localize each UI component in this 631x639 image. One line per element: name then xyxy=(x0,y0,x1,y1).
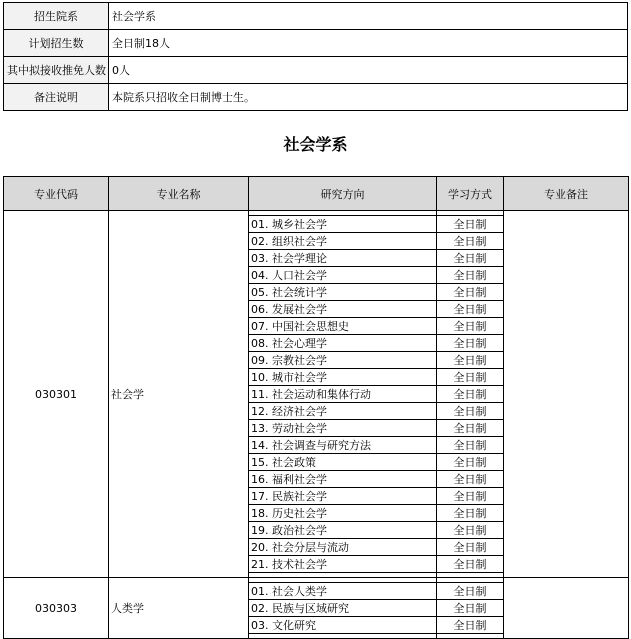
research-direction: 11. 社会运动和集体行动 xyxy=(249,386,437,403)
header-code: 专业代码 xyxy=(4,177,109,211)
header-direction: 研究方向 xyxy=(249,177,437,211)
info-value: 0人 xyxy=(109,57,628,84)
info-label: 招生院系 xyxy=(4,3,109,30)
program-code: 030301 xyxy=(4,211,109,578)
research-direction: 14. 社会调查与研究方法 xyxy=(249,437,437,454)
research-direction: 13. 劳动社会学 xyxy=(249,420,437,437)
study-mode: 全日制 xyxy=(437,583,504,600)
research-direction: 18. 历史社会学 xyxy=(249,505,437,522)
info-label: 计划招生数 xyxy=(4,30,109,57)
research-direction: 06. 发展社会学 xyxy=(249,301,437,318)
study-mode: 全日制 xyxy=(437,233,504,250)
study-mode: 全日制 xyxy=(437,454,504,471)
program-name: 社会学 xyxy=(109,211,249,578)
research-direction: 02. 组织社会学 xyxy=(249,233,437,250)
study-mode: 全日制 xyxy=(437,267,504,284)
research-direction: 16. 福利社会学 xyxy=(249,471,437,488)
study-mode: 全日制 xyxy=(437,420,504,437)
research-direction: 03. 文化研究 xyxy=(249,617,437,634)
info-value: 全日制18人 xyxy=(109,30,628,57)
admission-info-body xyxy=(4,3,628,111)
info-row xyxy=(4,57,628,84)
research-direction: 10. 城市社会学 xyxy=(249,369,437,386)
program-code: 030303 xyxy=(4,578,109,639)
research-direction: 20. 社会分层与流动 xyxy=(249,539,437,556)
study-mode: 全日制 xyxy=(437,403,504,420)
research-direction: 05. 社会统计学 xyxy=(249,284,437,301)
study-mode: 全日制 xyxy=(437,250,504,267)
study-mode: 全日制 xyxy=(437,617,504,634)
program-note xyxy=(504,211,629,578)
info-label: 其中拟接收推免人数 xyxy=(4,57,109,84)
study-mode: 全日制 xyxy=(437,488,504,505)
program-table-body xyxy=(4,211,629,639)
research-direction: 12. 经济社会学 xyxy=(249,403,437,420)
research-direction: 01. 社会人类学 xyxy=(249,583,437,600)
info-value: 社会学系 xyxy=(109,3,628,30)
study-mode: 全日制 xyxy=(437,369,504,386)
study-mode: 全日制 xyxy=(437,216,504,233)
study-mode: 全日制 xyxy=(437,318,504,335)
program-name: 人类学 xyxy=(109,578,249,639)
study-mode: 全日制 xyxy=(437,505,504,522)
study-mode: 全日制 xyxy=(437,284,504,301)
research-direction: 09. 宗教社会学 xyxy=(249,352,437,369)
info-row xyxy=(4,30,628,57)
study-mode: 全日制 xyxy=(437,386,504,403)
program-table-header-row xyxy=(4,177,629,211)
research-direction: 08. 社会心理学 xyxy=(249,335,437,352)
research-direction: 21. 技术社会学 xyxy=(249,556,437,573)
research-direction: 03. 社会学理论 xyxy=(249,250,437,267)
study-mode: 全日制 xyxy=(437,522,504,539)
header-mode: 学习方式 xyxy=(437,177,504,211)
admission-info-table xyxy=(3,2,628,111)
research-direction: 02. 民族与区域研究 xyxy=(249,600,437,617)
research-direction: 07. 中国社会思想史 xyxy=(249,318,437,335)
study-mode: 全日制 xyxy=(437,335,504,352)
study-mode: 全日制 xyxy=(437,301,504,318)
research-direction: 17. 民族社会学 xyxy=(249,488,437,505)
research-direction: 01. 城乡社会学 xyxy=(249,216,437,233)
program-note xyxy=(504,578,629,639)
study-mode: 全日制 xyxy=(437,352,504,369)
info-value: 本院系只招收全日制博士生。 xyxy=(109,84,628,111)
study-mode: 全日制 xyxy=(437,437,504,454)
header-note: 专业备注 xyxy=(504,177,629,211)
research-direction: 15. 社会政策 xyxy=(249,454,437,471)
info-label: 备注说明 xyxy=(4,84,109,111)
header-name: 专业名称 xyxy=(109,177,249,211)
info-row xyxy=(4,3,628,30)
study-mode: 全日制 xyxy=(437,471,504,488)
research-direction: 04. 人口社会学 xyxy=(249,267,437,284)
study-mode: 全日制 xyxy=(437,600,504,617)
research-direction: 19. 政治社会学 xyxy=(249,522,437,539)
section-title: 社会学系 xyxy=(283,135,348,154)
study-mode: 全日制 xyxy=(437,556,504,573)
study-mode: 全日制 xyxy=(437,539,504,556)
program-table xyxy=(3,176,629,639)
info-row xyxy=(4,84,628,111)
